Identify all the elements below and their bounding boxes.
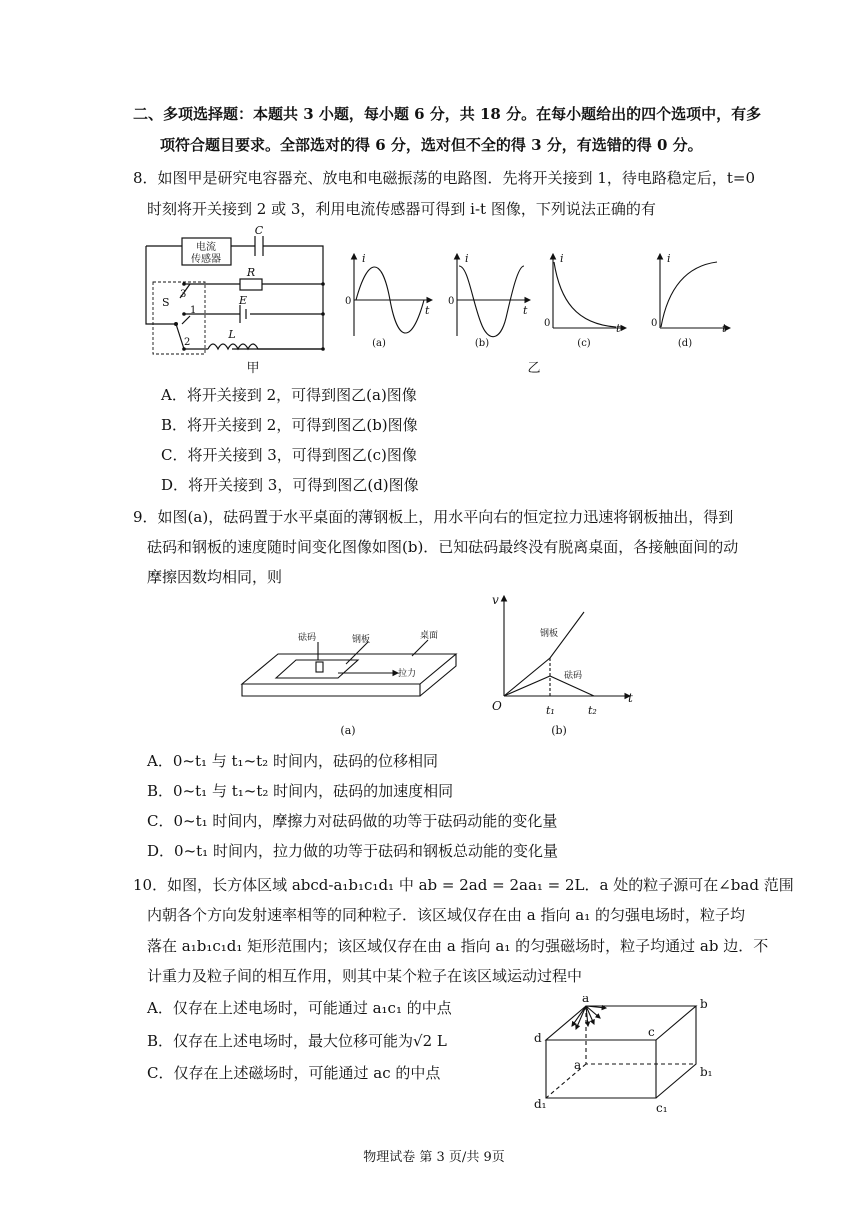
- circuit-battery-label: E: [238, 294, 248, 307]
- q9-figure-b: [484, 590, 644, 746]
- page-footer: 物理试卷 第 3 页/共 9页: [363, 1150, 505, 1165]
- circuit-inductor-label: L: [228, 328, 236, 341]
- fig-a-plate-label: 钢板: [352, 635, 371, 645]
- box-vertex-b1: b₁: [700, 1065, 713, 1079]
- fig-b-plate-label: 钢板: [540, 629, 559, 639]
- section-title-line2: 项符合题目要求。全部选对的得 6 分，选对但不全的得 3 分，有选错的得 0 分。: [160, 136, 703, 154]
- graph-a-i-label: i: [362, 252, 366, 265]
- graph-c-i-label: i: [560, 252, 564, 265]
- q10-option-b[interactable]: B．仅存在上述电场时，最大位移可能为√2 L: [147, 1032, 447, 1050]
- graph-b-caption: (b): [474, 338, 490, 349]
- fig-b-origin: O: [492, 699, 502, 713]
- graph-a-caption: (a): [372, 338, 386, 349]
- fig-b-t1: t₁: [546, 704, 555, 717]
- fig-b-t2: t₂: [588, 704, 597, 717]
- q8-option-a[interactable]: A．将开关接到 2，可得到图乙(a)图像: [161, 386, 417, 404]
- q10-option-a[interactable]: A．仅存在上述电场时，可能通过 a₁c₁ 的中点: [147, 999, 452, 1017]
- graphs-caption: 乙: [527, 361, 541, 376]
- graph-b-zero: 0: [448, 296, 455, 307]
- circuit-sensor-label-2: 传感器: [191, 254, 221, 265]
- q8-stem-line2: 时刻将开关接到 2 或 3，利用电流传感器可得到 i-t 图像，下列说法正确的有: [147, 200, 656, 218]
- circuit-node-3: 3: [180, 289, 187, 300]
- graph-d-zero: 0: [651, 318, 658, 329]
- circuit-resistor-label: R: [246, 266, 256, 279]
- q10-stem-line1: 10．如图，长方体区域 abcd-a₁b₁c₁d₁ 中 ab = 2ad = 2aa₁ = 2L．a 处的粒子源可在∠bad 范围: [133, 876, 794, 894]
- q9-stem-line2: 砝码和钢板的速度随时间变化图像如图(b)．已知砝码最终没有脱离桌面，各接触面间的动: [147, 538, 739, 556]
- q10-stem-line2: 内朝各个方向发射速率相等的同种粒子．该区域仅存在由 a 指向 a₁ 的匀强电场时，粒子均: [147, 906, 745, 924]
- graph-c-t-label: t: [616, 322, 621, 335]
- q8-circuit-diagram: [128, 224, 338, 380]
- q9-figure-a: [238, 626, 463, 746]
- fig-a-pull-label: 拉力: [398, 669, 417, 679]
- q10-cuboid-figure: [528, 996, 728, 1116]
- circuit-sensor-label-1: 电流: [196, 242, 216, 253]
- q10-stem-line3: 落在 a₁b₁c₁d₁ 矩形范围内；该区域仅存在由 a 指向 a₁ 的匀强磁场时，粒子均通过 ab 边．不: [147, 937, 769, 955]
- graph-d-i-label: i: [667, 252, 671, 265]
- circuit-capacitor-label: C: [254, 224, 264, 237]
- fig-b-caption: (b): [551, 724, 567, 737]
- fig-a-caption: (a): [340, 724, 356, 737]
- graph-c-caption: (c): [577, 338, 591, 349]
- q9-option-b[interactable]: B．0~t₁ 与 t₁~t₂ 时间内，砝码的加速度相同: [147, 782, 454, 800]
- q9-stem-line3: 摩擦因数均相同，则: [147, 568, 283, 586]
- q10-stem-line4: 计重力及粒子间的相互作用，则其中某个粒子在该区域运动过程中: [147, 967, 583, 985]
- box-vertex-d: d: [534, 1031, 542, 1045]
- circuit-node-2: 2: [184, 337, 191, 348]
- q10-option-c[interactable]: C．仅存在上述磁场时，可能通过 ac 的中点: [147, 1064, 441, 1082]
- q8-stem-line1: 8．如图甲是研究电容器充、放电和电磁振荡的电路图．先将开关接到 1，待电路稳定后，t=0: [133, 169, 755, 187]
- graph-b-t-label: t: [523, 304, 528, 317]
- q8-option-d[interactable]: D．将开关接到 3，可得到图乙(d)图像: [161, 476, 419, 494]
- graph-d-t-label: t: [722, 322, 727, 335]
- fig-a-table-label: 桌面: [420, 631, 439, 641]
- box-vertex-b: b: [700, 997, 708, 1011]
- fig-b-t-label: t: [628, 691, 633, 705]
- q9-option-a[interactable]: A．0~t₁ 与 t₁~t₂ 时间内，砝码的位移相同: [147, 752, 438, 770]
- q9-stem-line1: 9．如图(a)，砝码置于水平桌面的薄钢板上，用水平向右的恒定拉力迅速将钢板抽出，得到: [133, 508, 734, 526]
- graph-d-caption: (d): [677, 338, 693, 349]
- box-vertex-d1: d₁: [534, 1097, 547, 1111]
- q8-option-c[interactable]: C．将开关接到 3，可得到图乙(c)图像: [161, 446, 417, 464]
- fig-b-weight-label: 砝码: [564, 671, 583, 681]
- circuit-caption: 甲: [246, 361, 260, 376]
- box-vertex-a1: a: [574, 1058, 582, 1072]
- q9-option-d[interactable]: D．0~t₁ 时间内，拉力做的功等于砝码和钢板总动能的变化量: [147, 842, 558, 860]
- circuit-node-1: 1: [190, 305, 197, 316]
- graph-a-t-label: t: [425, 304, 430, 317]
- q9-option-c[interactable]: C．0~t₁ 时间内，摩擦力对砝码做的功等于砝码动能的变化量: [147, 812, 558, 830]
- graph-b-i-label: i: [465, 252, 469, 265]
- graph-a-zero: 0: [345, 296, 352, 307]
- box-vertex-c: c: [648, 1025, 655, 1039]
- fig-b-v-label: v: [492, 593, 499, 607]
- circuit-switch-label: S: [162, 296, 170, 309]
- q8-option-b[interactable]: B．将开关接到 2，可得到图乙(b)图像: [161, 416, 418, 434]
- box-vertex-a: a: [582, 996, 590, 1005]
- section-title-line1: 二、多项选择题：本题共 3 小题，每小题 6 分，共 18 分。在每小题给出的四个选项中，有多: [133, 105, 762, 123]
- graph-c-zero: 0: [544, 318, 551, 329]
- fig-a-weight-label: 砝码: [298, 633, 317, 643]
- q8-current-graphs: [340, 248, 740, 378]
- box-vertex-c1: c₁: [656, 1101, 668, 1115]
